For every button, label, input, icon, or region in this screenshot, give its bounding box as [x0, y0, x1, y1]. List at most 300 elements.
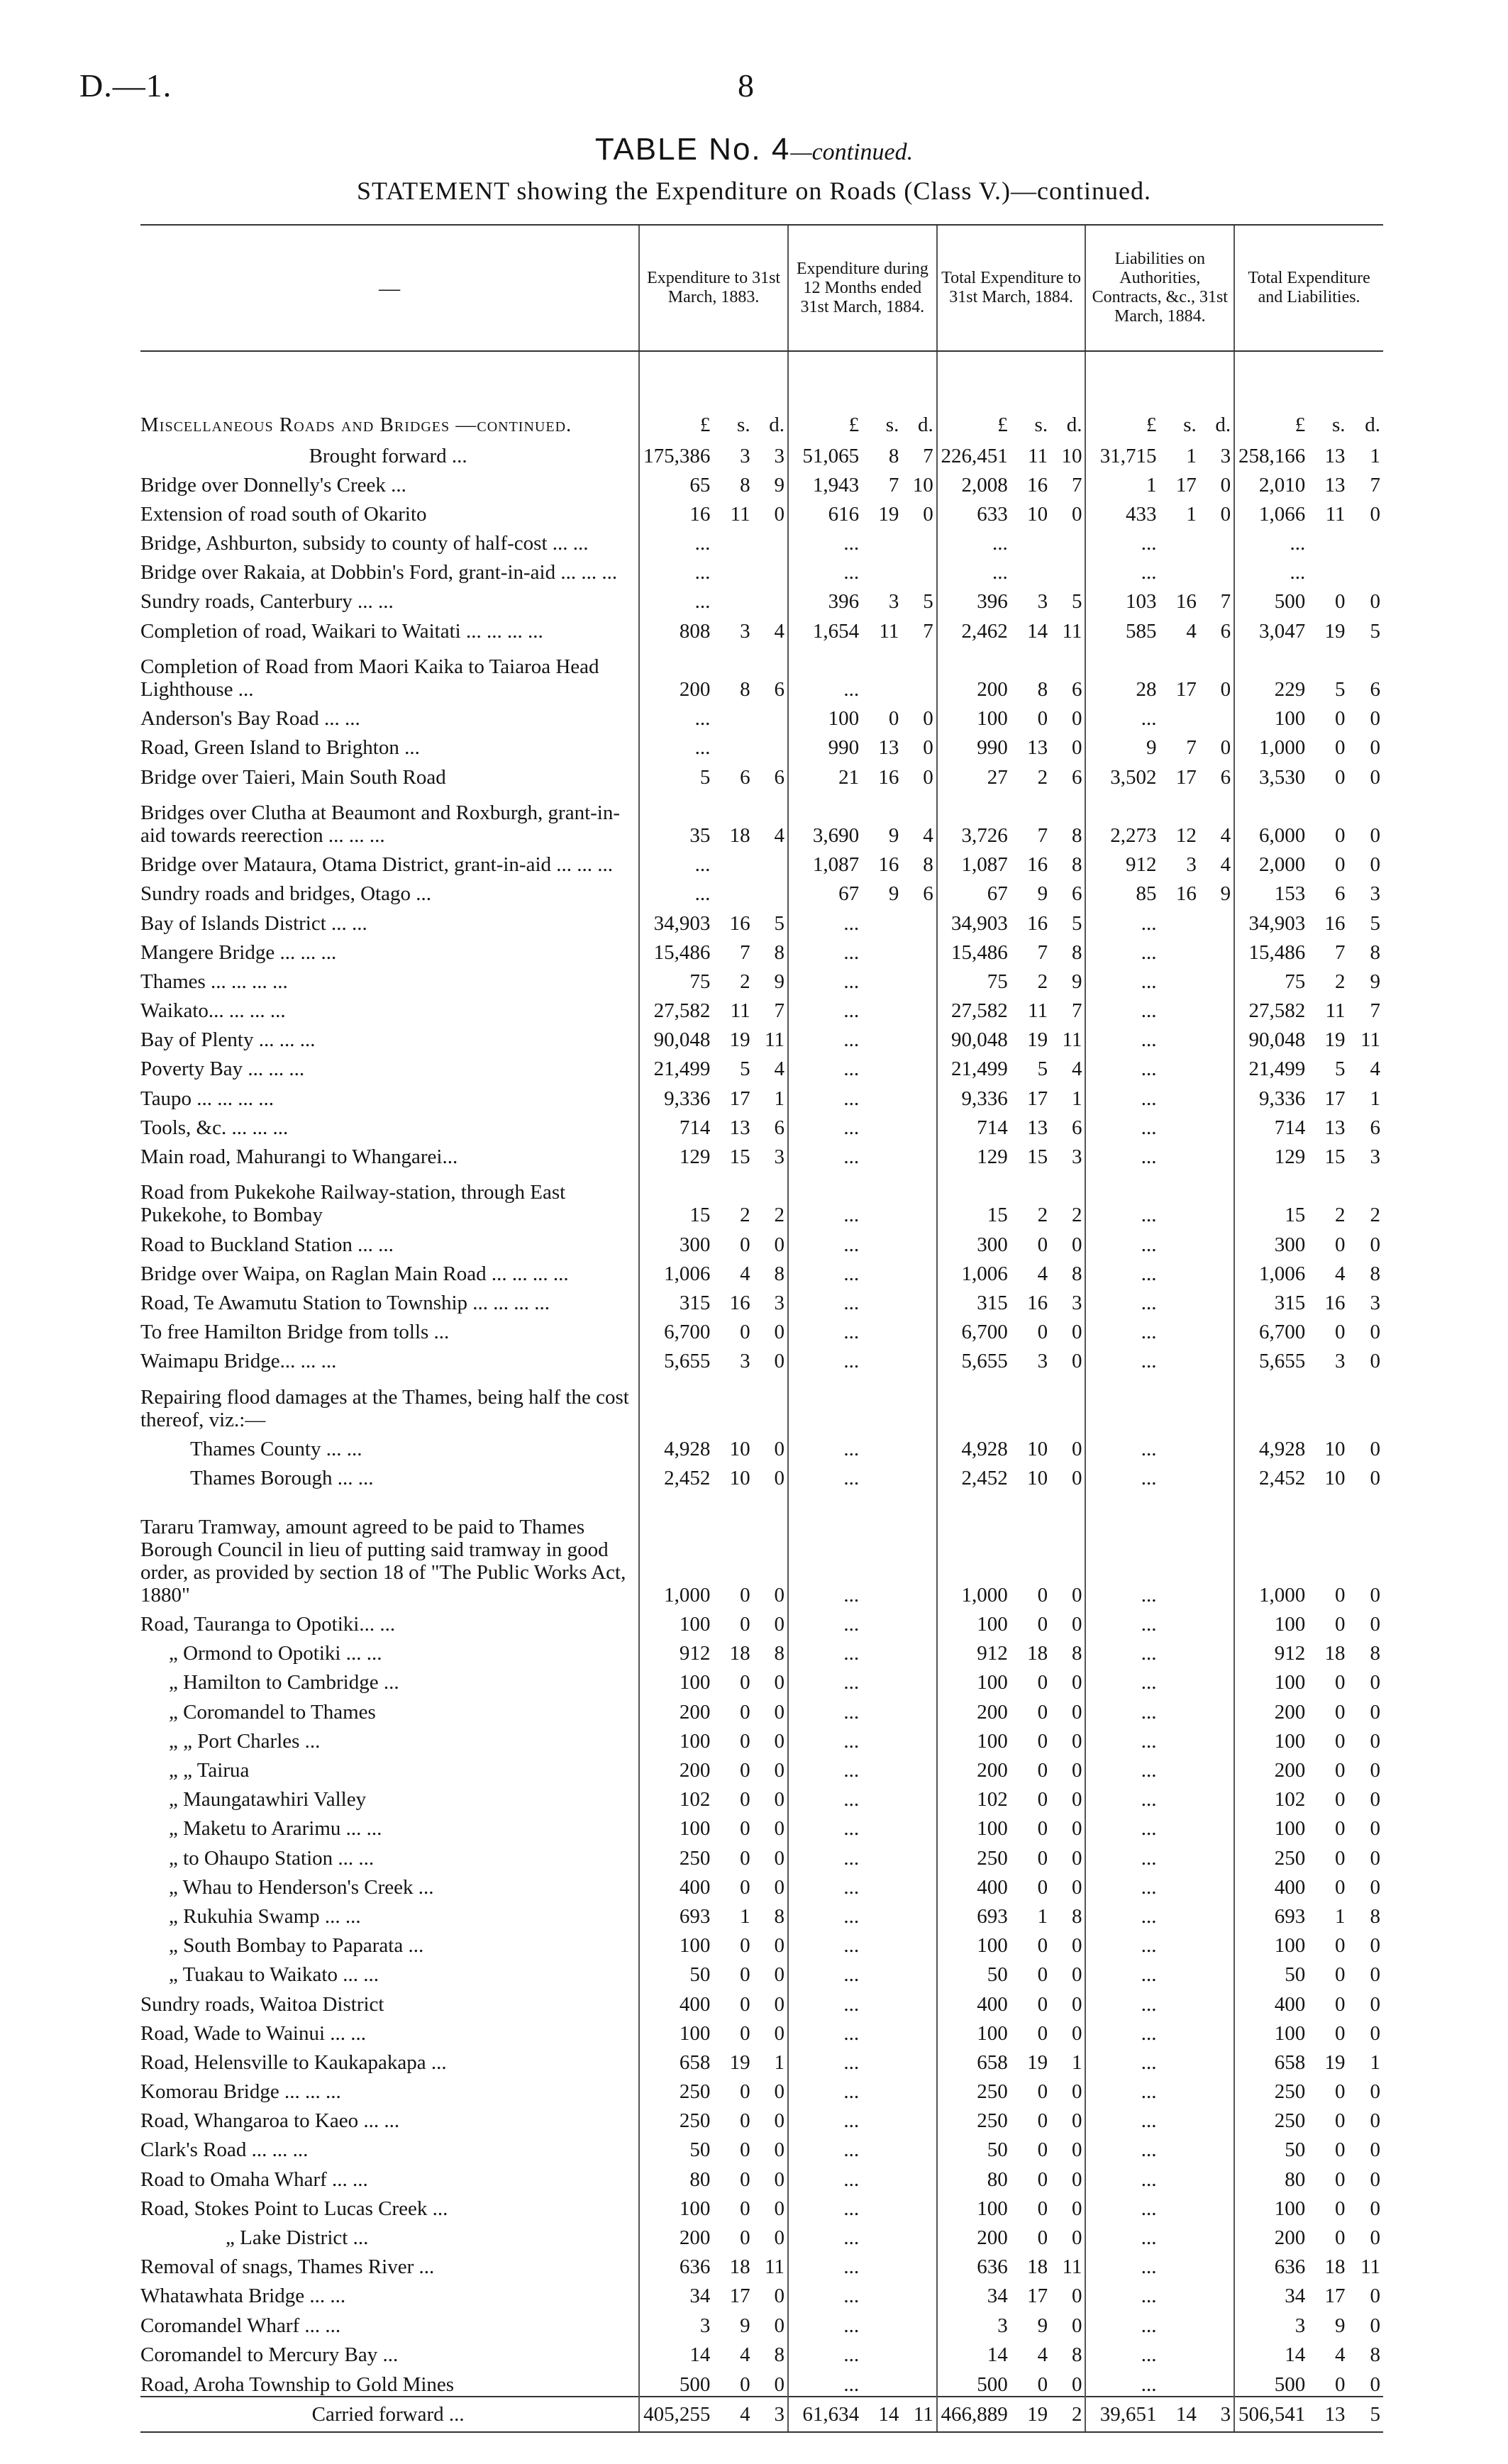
cell-col4-shillings: 16	[1175, 882, 1197, 906]
cell-col1-pence: 4	[774, 1058, 785, 1081]
cell-col4-shillings	[1161, 2016, 1199, 2045]
cell-col5-pounds: 2,452	[1234, 1460, 1309, 1489]
cell-col5-pounds: ...	[1234, 555, 1309, 584]
cell-col2-pounds: ...	[788, 2074, 863, 2103]
table-row	[140, 1489, 1383, 1606]
cell-col5-pence: 0	[1370, 765, 1380, 789]
cell-col2-shillings	[863, 1724, 902, 1753]
cell-col2-pounds: ...	[788, 1665, 863, 1694]
cell-col5-pounds: 315	[1234, 1285, 1309, 1314]
cell-col1-pounds: 5	[639, 759, 714, 788]
cell-col4-pounds: ...	[1085, 1840, 1160, 1869]
cell-col5-pounds: 27,582	[1234, 993, 1309, 1022]
cell-col3-shillings: 0	[1037, 2168, 1048, 2191]
cell-col5-shillings: 0	[1335, 2226, 1346, 2250]
cell-col5-pence: 0	[1370, 1817, 1380, 1841]
cell-col3-shillings: 0	[1037, 2138, 1048, 2162]
cell-col2-pence	[902, 2307, 936, 2336]
cell-col1-pounds: ...	[639, 876, 714, 905]
cell-col5-shillings	[1309, 1372, 1348, 1431]
cell-col5-pounds: 102	[1234, 1782, 1309, 1811]
table-row	[140, 1694, 1383, 1723]
table-row	[140, 1606, 1383, 1636]
cell-col5-pence: 0	[1370, 2021, 1380, 2045]
cell-col4-pence: 0	[1220, 678, 1231, 701]
cell-col5-pounds: 3	[1234, 2307, 1309, 2336]
cell-col4-shillings: 17	[1175, 765, 1197, 789]
cell-col2-pence	[902, 2249, 936, 2278]
cell-col2-pounds: 396	[788, 584, 863, 613]
cf-col5-pence: 5	[1348, 2397, 1383, 2432]
cell-col5-pounds: 100	[1234, 1811, 1309, 1840]
cell-col5-pence: 1	[1370, 1087, 1380, 1110]
cell-col2-pounds: ...	[788, 526, 863, 555]
cell-col5-pounds: 714	[1234, 1110, 1309, 1139]
cell-col4-shillings: 16	[1175, 590, 1197, 614]
cell-col3-shillings: 14	[1027, 619, 1048, 643]
cell-col1-shillings: 0	[740, 1875, 750, 1899]
cell-col2-shillings: 11	[879, 619, 899, 643]
cell-col1-pounds: 100	[639, 1665, 714, 1694]
table-row	[140, 613, 1383, 642]
cell-col4-pounds: 433	[1085, 496, 1160, 526]
cell-col1-pounds: 300	[639, 1226, 714, 1255]
cell-col5-pounds: ...	[1234, 526, 1309, 555]
row-description: To free Hamilton Bridge from tolls ...	[140, 1321, 450, 1344]
cell-col1-pounds: 1,006	[639, 1256, 714, 1285]
table-row	[140, 2337, 1383, 2366]
cell-col2-shillings	[863, 993, 902, 1022]
cell-col1-pence: 0	[774, 2314, 785, 2337]
cell-col1-pounds: ...	[639, 555, 714, 584]
cell-col4-pounds: ...	[1085, 964, 1160, 993]
cell-col5-pence: 3	[1370, 882, 1380, 906]
cell-col1-pounds: ...	[639, 584, 714, 613]
cell-col1-pounds: 35	[639, 789, 714, 847]
table-row	[140, 730, 1383, 759]
cell-col5-shillings: 0	[1335, 823, 1346, 847]
cell-col3-shillings: 2	[1037, 1204, 1048, 1227]
cell-col4-pounds: ...	[1085, 555, 1160, 584]
cell-col1-pounds: 500	[639, 2366, 714, 2397]
cf-col1-pence: 3	[753, 2397, 788, 2432]
cell-col3-pence: 1	[1071, 2050, 1082, 2074]
cell-col2-shillings	[863, 1372, 902, 1431]
cell-col5-shillings: 5	[1335, 1058, 1346, 1081]
cell-col1-shillings: 8	[740, 678, 750, 701]
cell-col3-shillings: 19	[1027, 2050, 1048, 2074]
cell-col4-pounds: ...	[1085, 1811, 1160, 1840]
cell-col5-pence: 0	[1370, 1759, 1380, 1782]
cell-col1-pounds: 100	[639, 1724, 714, 1753]
cell-col5-pounds: 9,336	[1234, 1080, 1309, 1109]
cell-col2-pounds: ...	[788, 1870, 863, 1899]
cell-col3-pounds: 1,000	[937, 1489, 1012, 1606]
cell-col2-pounds: ...	[788, 2132, 863, 2161]
column-header-row	[140, 225, 1383, 351]
cell-col2-pence	[902, 1489, 936, 1606]
cf-col2-shillings: 14	[863, 2397, 902, 2432]
cell-col4-pence	[1199, 2191, 1234, 2220]
row-description: Waimapu Bridge... ... ...	[140, 1350, 337, 1373]
row-description: „ Lake District ...	[226, 2226, 369, 2250]
column-header-total-expenditure-liabilities: Total Expenditure and Liabilities.	[1234, 225, 1383, 351]
cell-col5-shillings: 0	[1335, 2080, 1346, 2104]
cell-col1-shillings: 13	[729, 1116, 750, 1139]
table-row	[140, 2161, 1383, 2190]
cell-col1-pence: 0	[774, 2138, 785, 2162]
cell-col3-pence: 0	[1071, 1350, 1082, 1373]
table-row	[140, 2132, 1383, 2161]
row-description: „ Whau to Henderson's Creek ...	[169, 1875, 434, 1899]
cell-col2-shillings	[863, 1928, 902, 1957]
cell-col5-shillings: 0	[1335, 1963, 1346, 1987]
cell-col5-pounds: 100	[1234, 2191, 1309, 2220]
cell-col1-pence: 6	[774, 765, 785, 789]
cell-col5-pence: 6	[1370, 1116, 1380, 1139]
table-title	[0, 132, 1508, 167]
cell-col4-pounds: ...	[1085, 1080, 1160, 1109]
table-row	[140, 584, 1383, 613]
cell-col1-shillings: 0	[740, 2080, 750, 2104]
cell-col4-shillings: 4	[1186, 619, 1197, 643]
cell-col3-shillings: 2	[1037, 765, 1048, 789]
cell-col1-shillings: 16	[729, 1291, 750, 1314]
cell-col1-pence: 0	[774, 1583, 785, 1606]
cell-col5-shillings: 13	[1324, 473, 1346, 496]
cell-col2-shillings	[863, 1957, 902, 1986]
cell-col4-shillings	[1161, 2103, 1199, 2132]
row-description: Whatawhata Bridge ... ...	[140, 2285, 346, 2308]
cell-col4-pence	[1199, 1782, 1234, 1811]
cell-col4-pence	[1199, 2278, 1234, 2307]
cell-col2-shillings: 19	[878, 502, 899, 526]
cell-col3-pounds: 67	[937, 876, 1012, 905]
cell-col5-pence: 7	[1370, 473, 1380, 496]
cell-col3-shillings: 4	[1037, 1262, 1048, 1285]
table-row	[140, 1782, 1383, 1811]
cell-col1-pounds: 2,452	[639, 1460, 714, 1489]
cell-col2-shillings	[863, 1460, 902, 1489]
cell-col4-pence	[1199, 2249, 1234, 2278]
cell-col5-pounds: 80	[1234, 2161, 1309, 2190]
cell-col2-pence	[902, 1051, 936, 1080]
cell-col2-pence	[902, 2191, 936, 2220]
cell-col5-pounds: 3,530	[1234, 759, 1309, 788]
cell-col1-pounds: 4,928	[639, 1431, 714, 1460]
cell-col1-shillings: 18	[729, 1642, 750, 1665]
table-row	[140, 964, 1383, 993]
cell-col2-pounds: 67	[788, 876, 863, 905]
cell-col3-shillings: 8	[1037, 678, 1048, 701]
cell-col5-pounds: 15,486	[1234, 935, 1309, 964]
cell-col2-pence	[902, 935, 936, 964]
cell-col4-shillings	[1161, 1256, 1199, 1285]
cell-col2-pence	[902, 1899, 936, 1928]
cell-col1-pounds: 1,000	[639, 1489, 714, 1606]
cell-col1-shillings: 0	[740, 2226, 750, 2250]
cell-col5-pence: 0	[1370, 1700, 1380, 1724]
cell-col2-pence	[902, 1840, 936, 1869]
cell-col3-pence: 11	[1062, 1028, 1082, 1052]
cell-col5-shillings: 0	[1335, 2197, 1346, 2220]
cell-col1-shillings: 0	[740, 1759, 750, 1782]
cell-col5-pence: 7	[1370, 999, 1380, 1023]
cell-col4-pence: 4	[1220, 823, 1231, 847]
cell-col4-pounds: ...	[1085, 1665, 1160, 1694]
cell-col5-pence: 11	[1360, 1028, 1380, 1052]
table-row	[140, 2249, 1383, 2278]
cell-col4-pounds: ...	[1085, 2074, 1160, 2103]
row-description: Road from Pukekohe Railway-station, through East Pukekohe, to Bombay	[140, 1181, 566, 1227]
cell-col2-shillings	[863, 1811, 902, 1840]
cell-col5-pounds: 693	[1234, 1899, 1309, 1928]
cell-col4-shillings	[1161, 935, 1199, 964]
row-description: Sundry roads, Waitoa District	[140, 1992, 384, 2016]
cell-col2-shillings	[863, 2278, 902, 2307]
cell-col5-pence: 0	[1370, 1613, 1380, 1636]
cell-col3-pence: 0	[1071, 1934, 1082, 1958]
table-row	[140, 2074, 1383, 2103]
cell-col4-pence: 6	[1220, 765, 1231, 789]
cell-col3-pounds: 400	[937, 1986, 1012, 2015]
unit-shillings: s.	[1034, 414, 1048, 437]
cell-col3-shillings: 0	[1037, 1788, 1048, 1811]
cell-col3-pounds: 34	[937, 2278, 1012, 2307]
cell-col3-pence: 0	[1071, 2109, 1082, 2133]
cell-col5-pence: 0	[1370, 2138, 1380, 2162]
cell-col4-pence	[1199, 1022, 1234, 1051]
cell-col3-pounds: 100	[937, 1724, 1012, 1753]
units-row	[140, 351, 1383, 438]
cell-col5-pounds: 636	[1234, 2249, 1309, 2278]
cell-col2-pounds: ...	[788, 1226, 863, 1255]
cell-col5-pounds: 21,499	[1234, 1051, 1309, 1080]
cell-col1-shillings: 3	[740, 444, 750, 467]
cell-col4-pounds: ...	[1085, 1782, 1160, 1811]
cell-col3-shillings: 0	[1037, 1934, 1048, 1958]
cell-col5-pence: 8	[1370, 1904, 1380, 1928]
cell-col3-shillings: 4	[1037, 2343, 1048, 2366]
cell-col1-pounds: 175,386	[639, 438, 714, 467]
cell-col5-pence: 6	[1370, 678, 1380, 701]
cell-col4-pence	[1199, 993, 1234, 1022]
cell-col5-pence: 0	[1370, 1875, 1380, 1899]
cell-col3-shillings: 16	[1027, 911, 1048, 935]
cell-col5-shillings: 0	[1335, 1788, 1346, 1811]
cell-col2-pence	[902, 1694, 936, 1723]
cell-col2-pence	[902, 2220, 936, 2249]
cell-col3-pounds: 2,452	[937, 1460, 1012, 1489]
cell-col5-shillings: 5	[1335, 678, 1346, 701]
row-description: Sundry roads, Canterbury ... ...	[140, 590, 394, 614]
cell-col2-shillings	[863, 1314, 902, 1343]
row-description: Extension of road south of Okarito	[140, 502, 427, 526]
cell-col1-pence: 3	[774, 444, 785, 467]
cell-col4-pence: 6	[1220, 619, 1231, 643]
cell-col3-pounds: 912	[937, 1636, 1012, 1665]
cell-col4-pounds: ...	[1085, 1957, 1160, 1986]
cell-col1-pounds: 200	[639, 1753, 714, 1782]
cell-col5-shillings: 16	[1324, 1291, 1346, 1314]
cell-col3-pence: 3	[1071, 1145, 1082, 1169]
cell-col5-pounds: 34,903	[1234, 905, 1309, 934]
row-description: Coromandel to Mercury Bay ...	[140, 2343, 399, 2366]
table-row	[140, 759, 1383, 788]
row-description: Taupo ... ... ... ...	[140, 1087, 275, 1110]
cell-col3-pounds: 129	[937, 1139, 1012, 1168]
cell-col1-shillings: 11	[730, 999, 750, 1023]
cell-col5-shillings: 0	[1335, 1934, 1346, 1958]
cell-col1-pounds: 100	[639, 1606, 714, 1636]
cell-col4-shillings	[1161, 1928, 1199, 1957]
table-row	[140, 701, 1383, 730]
cell-col1-pence: 2	[774, 1204, 785, 1227]
cell-col3-pounds: 400	[937, 1870, 1012, 1899]
cell-col2-pence	[902, 2016, 936, 2045]
cell-col4-pounds: 2,273	[1085, 789, 1160, 847]
cell-col5-pence: 9	[1370, 970, 1380, 993]
cell-col2-pence	[902, 2337, 936, 2366]
cell-col4-shillings	[1161, 1753, 1199, 1782]
cell-col3-pounds: 315	[937, 1285, 1012, 1314]
cell-col4-pounds: ...	[1085, 2220, 1160, 2249]
column-header-total-expenditure-1884: Total Expenditure to 31st March, 1884.	[937, 225, 1086, 351]
cell-col4-shillings	[1161, 701, 1199, 730]
cell-col3-pounds: 300	[937, 1226, 1012, 1255]
row-description: Waikato... ... ... ...	[140, 999, 286, 1023]
cell-col2-pounds: ...	[788, 1460, 863, 1489]
cell-col5-shillings: 0	[1335, 2373, 1346, 2396]
cell-col2-shillings	[863, 1665, 902, 1694]
row-description: Thames Borough ... ...	[190, 1467, 374, 1490]
row-description: „ to Ohaupo Station ... ...	[169, 1846, 375, 1870]
cell-col1-shillings	[714, 1372, 753, 1431]
cell-col1-pounds: ...	[639, 730, 714, 759]
table-row	[140, 847, 1383, 876]
cell-col2-shillings	[863, 1636, 902, 1665]
row-description: Bridge over Waipa, on Raglan Main Road ... ... ... ...	[140, 1262, 569, 1285]
cell-col4-shillings	[1161, 2074, 1199, 2103]
cell-col5-shillings: 4	[1335, 1262, 1346, 1285]
cell-col2-shillings	[863, 1226, 902, 1255]
cell-col4-pence	[1199, 2103, 1234, 2132]
cell-col1-pounds: 250	[639, 2074, 714, 2103]
cell-col2-pence	[902, 1782, 936, 1811]
cell-col5-pence: 5	[1370, 619, 1380, 643]
cell-col5-pence: 11	[1360, 2255, 1380, 2279]
cell-col3-pounds: 15,486	[937, 935, 1012, 964]
cell-col1-pounds: 250	[639, 2103, 714, 2132]
cell-col5-pence: 0	[1370, 2109, 1380, 2133]
cell-col1-shillings	[714, 701, 753, 730]
cell-col2-shillings	[863, 964, 902, 993]
cell-col4-pence	[1199, 2307, 1234, 2336]
cell-col4-shillings	[1161, 2249, 1199, 2278]
cell-col2-shillings	[863, 643, 902, 701]
table-row	[140, 1986, 1383, 2015]
cell-col3-shillings: 0	[1037, 1583, 1048, 1606]
column-header-expenditure-1883: Expenditure to 31st March, 1883.	[639, 225, 788, 351]
cell-col1-pence: 6	[774, 678, 785, 701]
cell-col2-shillings	[863, 2191, 902, 2220]
cell-col1-pounds: 250	[639, 1840, 714, 1869]
cell-col2-pounds: ...	[788, 1285, 863, 1314]
cell-col4-shillings	[1161, 1080, 1199, 1109]
table-row	[140, 2045, 1383, 2074]
cell-col3-pence: 0	[1071, 1437, 1082, 1460]
cell-col4-pence	[1199, 1168, 1234, 1226]
cell-col3-pounds: 14	[937, 2337, 1012, 2366]
cell-col2-pence: 4	[923, 823, 933, 847]
cell-col2-shillings	[863, 1022, 902, 1051]
cell-col2-shillings	[863, 2307, 902, 2336]
cell-col5-pounds: 200	[1234, 2220, 1309, 2249]
cell-col2-pence	[902, 1636, 936, 1665]
cell-col4-pence	[1199, 1314, 1234, 1343]
row-description: Thames ... ... ... ...	[140, 970, 288, 993]
cell-col5-shillings: 10	[1324, 1467, 1346, 1490]
row-description: „ Maungatawhiri Valley	[169, 1788, 367, 1811]
cell-col5-shillings: 0	[1335, 1233, 1346, 1256]
cell-col3-pence: 5	[1071, 911, 1082, 935]
cell-col1-shillings: 10	[729, 1437, 750, 1460]
cell-col2-pounds: ...	[788, 1080, 863, 1109]
cell-col4-pence	[1199, 1957, 1234, 1986]
cell-col3-pence: 0	[1071, 1759, 1082, 1782]
cell-col1-shillings: 0	[740, 1846, 750, 1870]
cell-col1-pounds: 16	[639, 496, 714, 526]
cell-col5-pence: 0	[1370, 1788, 1380, 1811]
cell-col3-pounds: 6,700	[937, 1314, 1012, 1343]
cell-col4-pounds: ...	[1085, 1431, 1160, 1460]
cell-col2-pounds: ...	[788, 2045, 863, 2074]
cell-col3-shillings: 18	[1027, 1642, 1048, 1665]
cell-col2-pence	[902, 1080, 936, 1109]
cell-col2-shillings	[863, 2366, 902, 2397]
cell-col4-shillings	[1161, 964, 1199, 993]
cell-col5-pence: 0	[1370, 1350, 1380, 1373]
cell-col2-shillings	[863, 1051, 902, 1080]
cell-col4-pence	[1199, 1899, 1234, 1928]
cell-col2-pounds: ...	[788, 1811, 863, 1840]
cell-col2-shillings	[863, 1110, 902, 1139]
cell-col1-pence	[753, 584, 788, 613]
cell-col5-pence: 0	[1370, 2314, 1380, 2337]
cell-col4-pounds: ...	[1085, 1753, 1160, 1782]
cell-col5-pounds: 14	[1234, 2337, 1309, 2366]
statement-title: STATEMENT showing the Expenditure on Roads (Class V.)—continued.	[356, 177, 1152, 205]
column-header-description: —	[140, 225, 639, 351]
cell-col4-shillings	[1161, 1489, 1199, 1606]
row-description: „ Hamilton to Cambridge ...	[169, 1671, 399, 1694]
cell-col1-pence: 0	[774, 1700, 785, 1724]
column-header-liabilities: Liabilities on Authorities, Contracts, &c., 31st March, 1884.	[1085, 225, 1234, 351]
expenditure-table	[140, 224, 1383, 2433]
cell-col4-pence	[1199, 1226, 1234, 1255]
cell-col4-pence	[1199, 905, 1234, 934]
cell-col2-pounds: ...	[788, 1957, 863, 1986]
cell-col4-pounds: ...	[1085, 1870, 1160, 1899]
cell-col1-pounds: 100	[639, 1928, 714, 1957]
cell-col5-pence: 0	[1370, 1321, 1380, 1344]
cell-col5-pence: 0	[1370, 823, 1380, 847]
cell-col2-shillings	[863, 2337, 902, 2366]
cell-col1-pence: 0	[774, 2197, 785, 2220]
cell-col3-shillings: 1	[1037, 1904, 1048, 1928]
cell-col5-pounds: 1,066	[1234, 496, 1309, 526]
cell-col3-shillings: 16	[1027, 473, 1048, 496]
